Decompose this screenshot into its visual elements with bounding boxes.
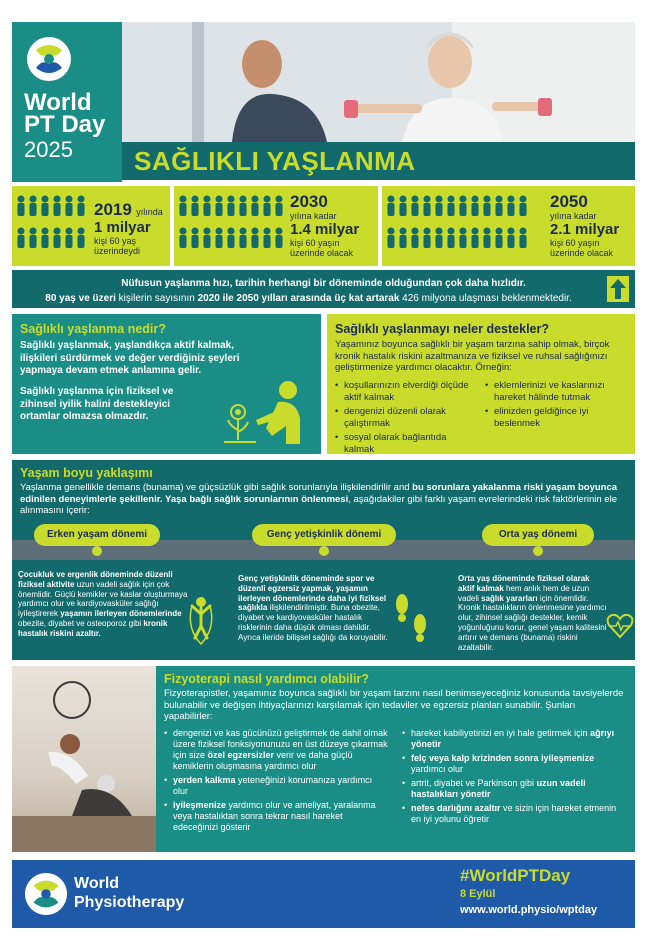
banner-line2 [12, 291, 635, 306]
stat-year-suffix: yılına kadar [290, 211, 337, 221]
r3-a: artrit, diyabet ve Parkinson gibi [411, 778, 537, 788]
lifespan-intro [20, 482, 626, 517]
stat-2050 [382, 186, 635, 266]
banner-text-a: kişilerin sayısının [115, 293, 198, 304]
support-intro: Yaşamınız boyunca sağlıklı bir yaşam tarzına sahip olmak, birçok kronik hastalık riskini azaltmanıza ve fiziksel ve ruhsal sağlığınızı geliştirmenize yardımcı olacaktır. Örneğin: [335, 339, 610, 373]
stat-desc1: kişi 60 yaşın [290, 238, 340, 248]
jump-rope-child-icon [184, 592, 218, 652]
what-title: Sağlıklı yaşlanma nedir? [20, 322, 166, 336]
l3-b: iyileşmenize [173, 800, 227, 810]
l1-b: özel egzersizler [207, 750, 275, 760]
r4-c: ve sizin için hareket etmenin en iyi yolunu öğretir [411, 803, 617, 824]
support-section [327, 314, 635, 454]
world-pt-logo-icon [26, 36, 72, 82]
stat-year: 2030 [290, 192, 328, 211]
up-arrow-icon [607, 276, 629, 302]
stat-2019 [12, 186, 170, 266]
stat-year: 2050 [550, 192, 588, 211]
stat-2030 [174, 186, 378, 266]
people-icon [16, 194, 92, 260]
brand-world: World [24, 89, 92, 116]
footer-url-link[interactable]: www.world.physio/wptday [460, 904, 598, 916]
mid-text2: için önemlidir. Kronik hastalıkların önlenmesine yardımcı olur, zihinsel sağlığı destekler, kemik yoğunluğunu korur, genel yaşam kalitesini artırır ve demans (bunama) riskini azaltabilir. [458, 593, 607, 652]
r4-b: nefes darlığını azaltır [411, 803, 501, 813]
list-item [164, 728, 388, 772]
physio-photo [12, 666, 156, 852]
banner-bold1: 80 yaş ve üzeri [45, 293, 116, 304]
heart-rate-icon [606, 612, 634, 640]
physio-title: Fizyoterapi nasıl yardımcı olabilir? [164, 672, 369, 686]
list-item [164, 800, 388, 833]
support-list-left [335, 380, 475, 458]
banner-line1: Nüfusun yaşlanma hızı, tarihin herhangi bir döneminde olduğundan çok daha hızlıdır. [121, 278, 526, 289]
l2-b: yerden kalkma [173, 775, 236, 785]
stat-value: 2.1 milyar [550, 221, 620, 238]
footprints-icon [390, 588, 434, 652]
people-icon [386, 194, 536, 260]
footer-org2: Physiotherapy [74, 894, 185, 911]
what-p1: Sağlıklı yaşlanmak, yaşlandıkça aktif kalmak, ilişkileri sürdürmek ve değer verdiğiniz şeyleri yapmaya devam etmek anlamına gelir. [20, 340, 240, 376]
physio-exercise-illustration [12, 666, 156, 852]
list-item: • elinizden geldiğince iyi beslenmek [485, 406, 625, 429]
list-item [164, 775, 388, 797]
r1-a: hareket kabiliyetinizi en iyi hale getirmek için [411, 728, 591, 738]
stage-early-text [18, 570, 188, 639]
stage-young: Genç yetişkinlik dönemi [252, 524, 396, 546]
stat-desc1: kişi 60 yaşın [550, 238, 600, 248]
what-section [12, 314, 321, 454]
list-item: • koşullarınızın elverdiği ölçüde aktif kalmak [335, 380, 475, 403]
timeline-dot [533, 546, 543, 556]
lifespan-intro-bold: bu sorunlara yakalanma riski yaşam boyunca edinilen deneyimlerle şekillenir. Yaşa bağlı sağlık sorunlarının önlenmesi [20, 482, 618, 505]
young-text1: ilişkilendirilmiştir. Buna obezite, diyabet ve kardiyovasküler hastalık risklerinin daha düşük olması dahildir. Ayrıca ileride bilişsel sağlığı da koruyabilir. [238, 603, 388, 642]
list-item [402, 753, 622, 775]
list-item [402, 803, 622, 825]
early-bold3: kronik hastalık riskini azaltır. [18, 618, 168, 638]
gardening-person-icon [216, 376, 316, 452]
brand-year: 2025 [24, 137, 73, 162]
lifespan-title: Yaşam boyu yaklaşımı [20, 466, 153, 480]
header-photo [122, 22, 635, 142]
footer-date: 8 Eylül [460, 888, 496, 900]
list-item: • dengenizi düzenli olarak çalıştırmak [335, 406, 475, 429]
physio-list-left [164, 728, 388, 836]
stage-mid-text [458, 574, 608, 652]
mid-bold1: Orta yaş döneminde fiziksel olarak aktif kalmak [458, 574, 590, 593]
stat-desc2: üzerindeydi [94, 246, 141, 256]
r2-c: yardımcı olur [411, 764, 464, 774]
early-bold1: Çocukluk ve ergenlik döneminde düzenli fiziksel aktivite [18, 570, 173, 589]
r2-b: felç veya kalp krizinden sonra iyileşmenize [411, 753, 595, 763]
list-item: • sosyal olarak bağlantıda kalmak [335, 432, 475, 455]
stage-mid: Orta yaş dönemi [482, 524, 594, 546]
young-bold1: Genç yetişkinlik döneminde spor ve düzenli egzersiz yapmak, yaşamın ilerleyen dönemlerinde daha iyi fiziksel sağlıkla [238, 574, 387, 613]
stat-year-line [94, 200, 163, 220]
population-banner [12, 270, 635, 308]
support-title: Sağlıklı yaşlanmayı neler destekler? [335, 322, 550, 336]
support-list-right [485, 380, 625, 432]
l3-c: yardımcı olur ve ameliyat, yaralanma veya hastalıktan sonra tekrar nasıl hareket edeceğinizi gösterir [173, 800, 376, 832]
l1-c: verir ve daha güçlü kemiklerin oluşmasına yardımcı olur [173, 750, 353, 771]
r1-b: ağrıyı yönetir [411, 728, 615, 749]
lifespan-intro-b: , aşağıdakiler gibi farklı yaşam evrelerindeki risk faktörlerinin ele alınmasını içerir: [20, 493, 617, 516]
lifespan-section [12, 460, 635, 660]
stat-desc2: üzerinde olacak [290, 248, 354, 258]
brand-panel [12, 22, 122, 182]
world-physiotherapy-logo-icon [24, 872, 68, 916]
banner-text-b: 426 milyona ulaşması beklenmektedir. [399, 293, 572, 304]
physio-list-right [402, 728, 622, 828]
l1-a: dengenizi ve kas gücünüzü geliştirmek de dahil olmak üzere fiziksel fonksiyonunuzu en üst düzeye çıkarmak için size [173, 728, 388, 760]
l2-c: yeteneğinizi korumanıza yardımcı olur [173, 775, 373, 796]
physio-intro: Fizyoterapistler, yaşamınız boyunca sağlıklı bir yaşam tarzını nasıl benimseyeceğiniz konusunda tavsiyelerde bulunabilir ve değişen ihtiyaçlarınızı karşılamak için tedaviler ve egzersiz planları sunabilir. Şunları yapabilirler: [164, 688, 624, 722]
stage-young-text [238, 574, 394, 643]
stat-value: 1 milyar [94, 219, 151, 236]
early-bold2: yaşamın ilerleyen dönemlerinde [60, 609, 182, 619]
stat-year-suffix: yılında [136, 207, 163, 217]
timeline-dot [319, 546, 329, 556]
mid-bold2: sağlık yararları [481, 593, 538, 603]
timeline-dot [92, 546, 102, 556]
people-icon [178, 194, 286, 260]
page-title: SAĞLIKLI YAŞLANMA [134, 146, 416, 176]
early-text1: uzun vadeli sağlık için çok önemlidir. Güçlü kemikler ve kaslar oluşturmaya yardımcı olur ve kardiyovasküler sağlığı iyileştirerek [18, 579, 188, 619]
banner-bold2: 2020 ile 2050 yılları arasında üç kat artarak [197, 293, 400, 304]
list-item: • eklemlerinizi ve kaslarınızı hareket hâlinde tutmak [485, 380, 625, 403]
stat-year-suffix: yılına kadar [550, 211, 597, 221]
list-item [402, 778, 622, 800]
stage-early: Erken yaşam dönemi [34, 524, 160, 546]
stat-desc2: üzerinde olacak [550, 248, 614, 258]
stat-year: 2019 [94, 200, 132, 219]
brand-ptday: PT Day [24, 111, 106, 138]
stat-value: 1.4 milyar [290, 221, 360, 238]
r3-b: uzun vadeli hastalıkları yönetir [411, 778, 586, 799]
stat-desc1: kişi 60 yaş [94, 236, 137, 246]
footer-org1: World [74, 875, 120, 892]
lifespan-intro-a: Yaşlanma genellikle demans (bunama) ve güçsüzlük gibi sağlık sorunlarıyla ilişkilendirilir and [20, 482, 413, 493]
what-p2: Sağlıklı yaşlanma için fiziksel ve zihinsel iyilik halini destekleyici ortamlar olmazsa olmazdır. [20, 386, 174, 422]
footer-hashtag[interactable]: #WorldPTDay [460, 866, 571, 885]
physio-section [156, 666, 635, 852]
physio-session-illustration [122, 22, 635, 142]
footer [12, 860, 635, 928]
list-item [402, 728, 622, 750]
mid-text1: hem anlık hem de uzun vadeli [458, 583, 590, 603]
early-text2: obezite, diyabet ve osteoporoz gibi [18, 618, 144, 628]
